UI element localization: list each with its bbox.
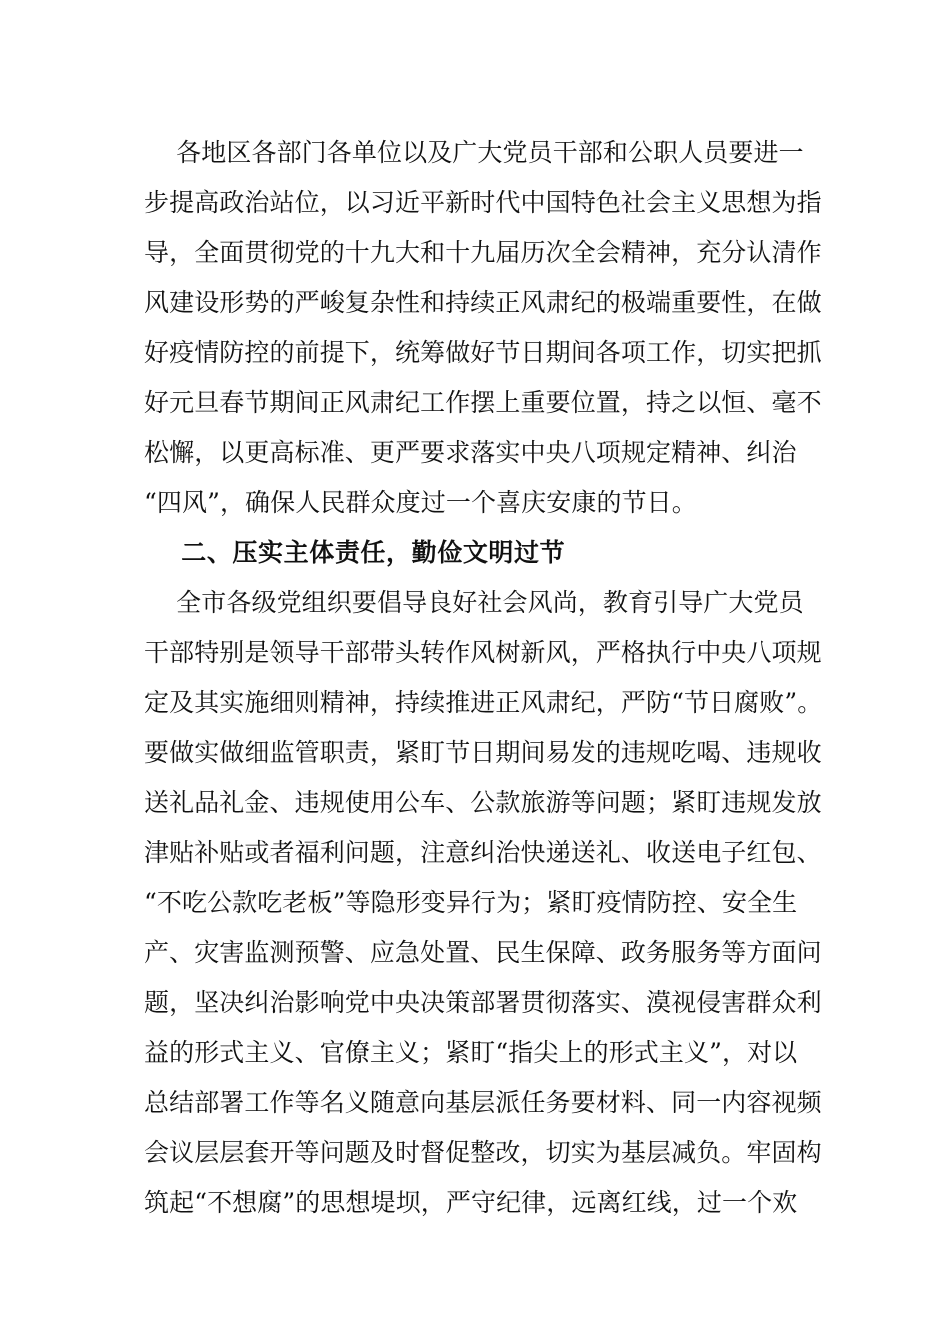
paragraph-1-line: 好疫情防控的前提下，统筹做好节日期间各项工作，切实把抓: [144, 338, 822, 367]
paragraph-1-line: 风建设形势的严峻复杂性和持续正风肃纪的极端重要性，在做: [144, 288, 822, 317]
paragraph-2-line: 定及其实施细则精神，持续推进正风肃纪，严防“节日腐败”。: [144, 688, 823, 717]
paragraph-2-line: 干部特别是领导干部带头转作风树新风，严格执行中央八项规: [144, 638, 822, 667]
paragraph-2-line: 津贴补贴或者福利问题，注意纠治快递送礼、收送电子红包、: [144, 838, 822, 867]
section-heading: 二、压实主体责任，勤俭文明过节: [144, 538, 566, 567]
paragraph-2-line: 全市各级党组织要倡导良好社会风尚，教育引导广大党员: [144, 588, 804, 617]
paragraph-2-line: 益的形式主义、官僚主义；紧盯“指尖上的形式主义”，对以: [144, 1038, 798, 1067]
paragraph-1-line: 松懈，以更高标准、更严要求落实中央八项规定精神、纠治: [144, 438, 797, 467]
document-body: [144, 128, 823, 1228]
paragraph-2-line: 产、灾害监测预警、应急处置、民生保障、政务服务等方面问: [144, 938, 822, 967]
paragraph-2-line: 会议层层套开等问题及时督促整改，切实为基层减负。牢固构: [144, 1138, 822, 1167]
paragraph-1-line: “四风”，确保人民群众度过一个喜庆安康的节日。: [144, 488, 697, 517]
paragraph-2-line: 要做实做细监管职责，紧盯节日期间易发的违规吃喝、违规收: [144, 738, 822, 767]
paragraph-2-line: “不吃公款吃老板”等隐形变异行为；紧盯疫情防控、安全生: [144, 888, 798, 917]
paragraph-2-line: 送礼品礼金、违规使用公车、公款旅游等问题；紧盯违规发放: [144, 788, 822, 817]
paragraph-1-line: 步提高政治站位，以习近平新时代中国特色社会主义思想为指: [144, 188, 822, 217]
paragraph-2-line: 题，坚决纠治影响党中央决策部署贯彻落实、漠视侵害群众利: [144, 988, 822, 1017]
paragraph-1-line: 导，全面贯彻党的十九大和十九届历次全会精神，充分认清作: [144, 238, 822, 267]
paragraph-2-line: 总结部署工作等名义随意向基层派任务要材料、同一内容视频: [144, 1088, 822, 1117]
paragraph-1-line: 各地区各部门各单位以及广大党员干部和公职人员要进一: [144, 138, 804, 167]
paragraph-2-line: 筑起“不想腐”的思想堤坝，严守纪律，远离红线，过一个欢: [144, 1188, 798, 1217]
paragraph-1-line: 好元旦春节期间正风肃纪工作摆上重要位置，持之以恒、毫不: [144, 388, 822, 417]
